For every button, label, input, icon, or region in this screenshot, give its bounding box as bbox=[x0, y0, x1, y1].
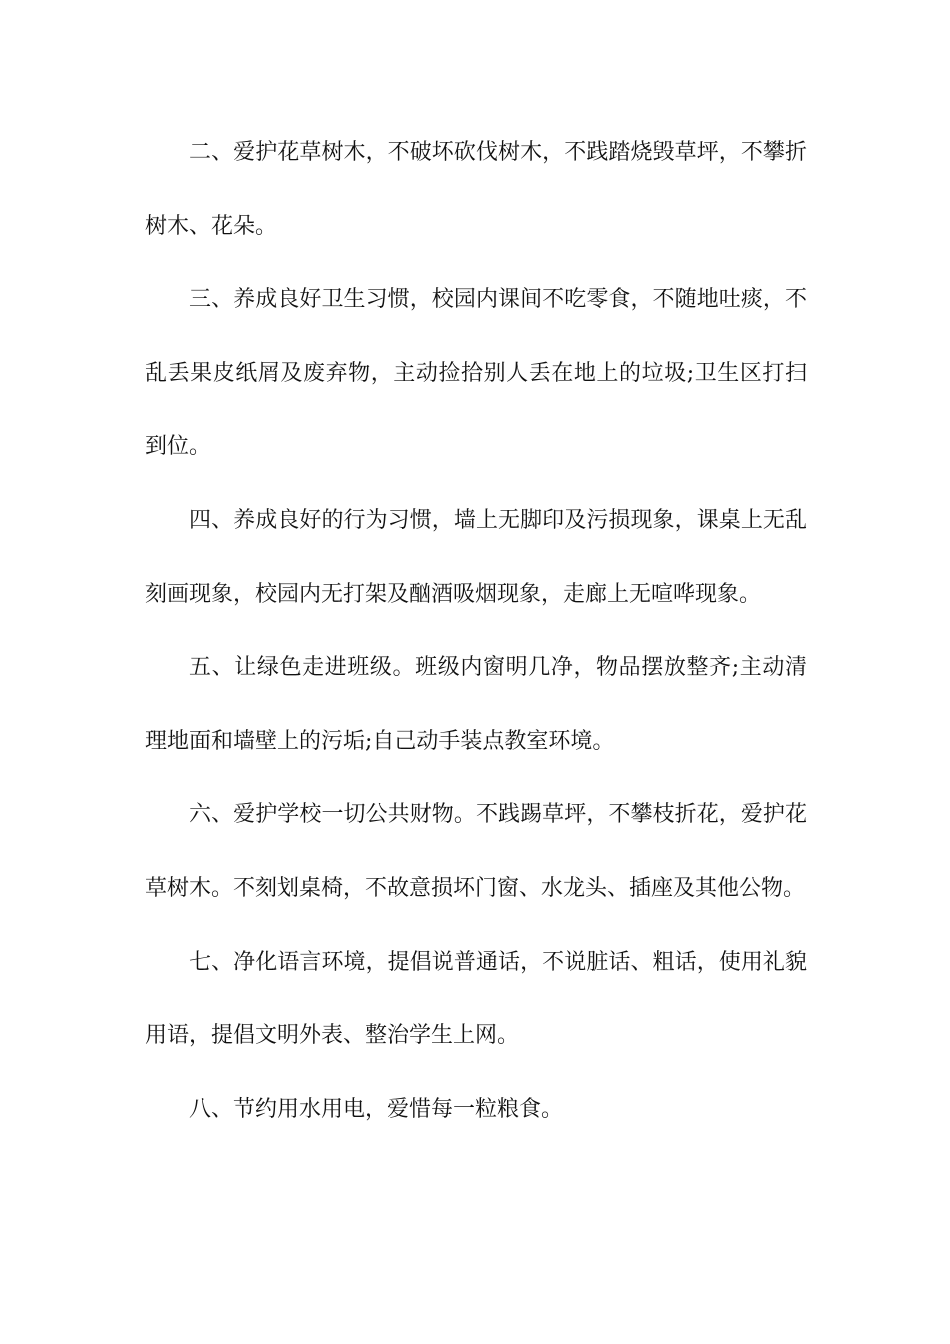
paragraph-4: 四、养成良好的行为习惯，墙上无脚印及污损现象，课桌上无乱刻画现象，校园内无打架及酗酒吸烟现象，走廊上无喧哗现象。 bbox=[145, 507, 807, 607]
paragraph-5: 五、让绿色走进班级。班级内窗明几净，物品摆放整齐;主动清理地面和墙壁上的污垢;自己动手装点教室环境。 bbox=[145, 655, 807, 754]
paragraph-7: 七、净化语言环境，提倡说普通话，不说脏话、粗话，使用礼貌用语，提倡文明外表、整治学生上网。 bbox=[145, 949, 807, 1049]
paragraph-3: 三、养成良好卫生习惯，校园内课间不吃零食，不随地吐痰，不乱丢果皮纸屑及废弃物，主动捡拾别人丢在地上的垃圾;卫生区打扫到位。 bbox=[145, 287, 807, 460]
paragraph-6: 六、爱护学校一切公共财物。不践踢草坪，不攀枝折花，爱护花草树木。不刻划桌椅，不故意损坏门窗、水龙头、插座及其他公物。 bbox=[145, 802, 807, 901]
paragraph-2: 二、爱护花草树木，不破坏砍伐树木，不践踏烧毁草坪，不攀折树木、花朵。 bbox=[145, 140, 807, 239]
document-body bbox=[145, 116, 807, 1146]
paragraph-8: 八、节约用水用电，爱惜每一粒粮食。 bbox=[189, 1096, 564, 1122]
